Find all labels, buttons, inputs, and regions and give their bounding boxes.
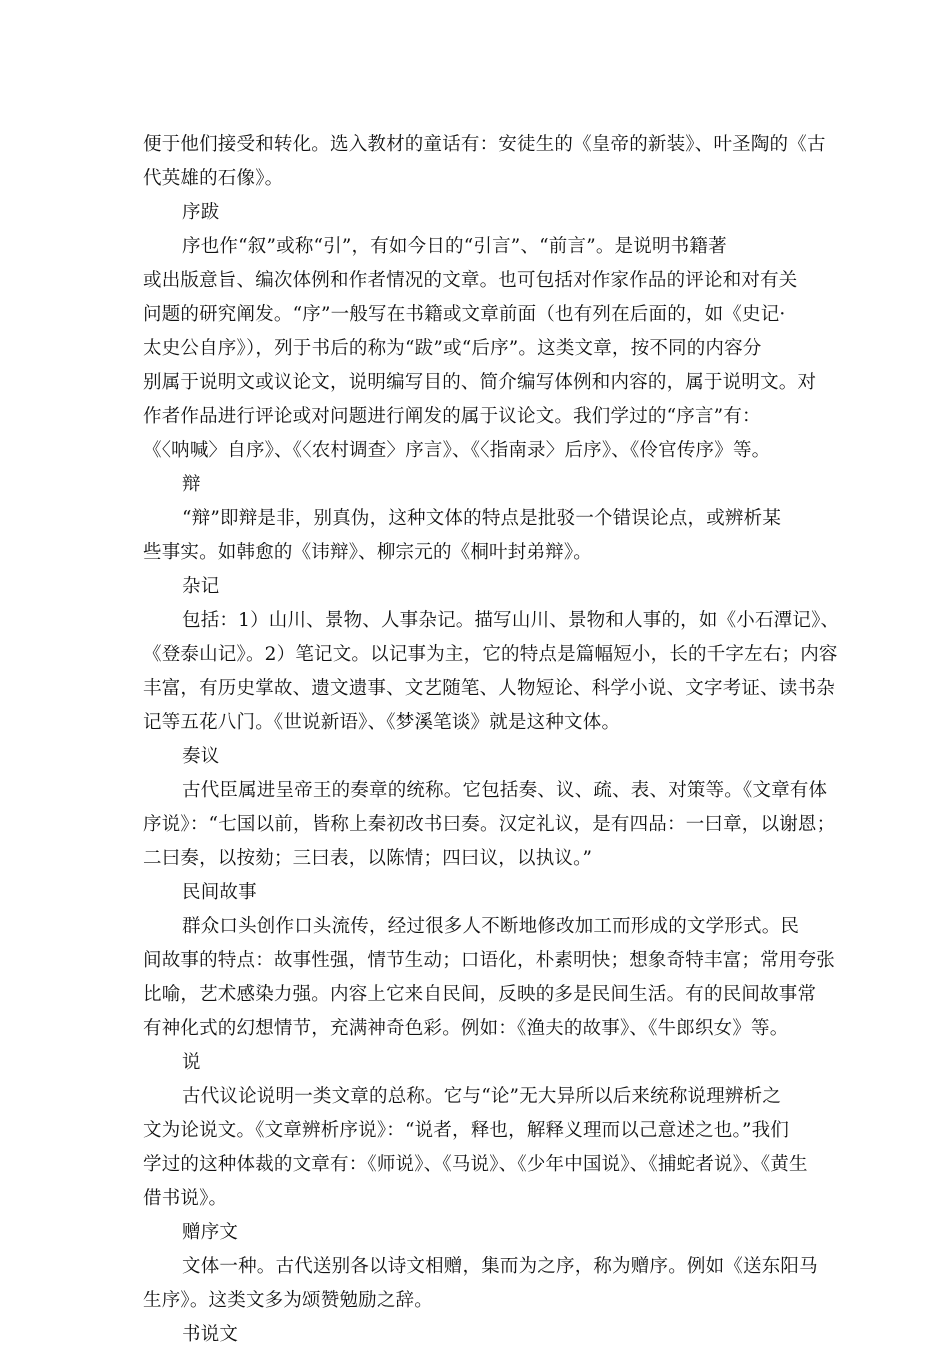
section-heading: 说 (182, 1052, 201, 1073)
paragraph-first-line: 文体一种。古代送别各以诗文相赠，集而为之序，称为赠序。例如《送东阳马 (182, 1256, 818, 1277)
body-text-line: 代英雄的石像》。 (143, 168, 284, 189)
body-text-line: 记等五花八门。《世说新语》、《梦溪笔谈》就是这种文体。 (143, 712, 621, 733)
body-text-line: 生序》。这类文多为颂赞勉励之辞。 (143, 1290, 433, 1311)
body-text-line: 便于他们接受和转化。选入教材的童话有：安徒生的《皇帝的新装》、叶圣陶的《古 (143, 134, 826, 155)
body-text-line: 文为论说文。《文章辨析序说》：“说者，释也，解释义理而以己意述之也。”我们 (143, 1120, 790, 1141)
paragraph-first-line: 古代议论说明一类文章的总称。它与“论”无大异所以后来统称说理辨析之 (182, 1086, 782, 1107)
section-heading: 民间故事 (182, 882, 257, 903)
body-text-line: 或出版意旨、编次体例和作者情况的文章。也可包括对作家作品的评论和对有关 (143, 270, 798, 291)
body-text-line: 有神化式的幻想情节，充满神奇色彩。例如：《渔夫的故事》、《牛郎织女》等。 (143, 1018, 789, 1039)
body-text-line: 些事实。如韩愈的《讳辩》、柳宗元的《桐叶封弟辩》。 (143, 542, 593, 563)
paragraph-first-line: 包括：1）山川、景物、人事杂记。描写山川、景物和人事的，如《小石潭记》、 (182, 610, 840, 631)
section-heading: 奏议 (182, 746, 220, 767)
section-heading: 杂记 (182, 576, 220, 597)
paragraph-first-line: “辩”即辩是非，别真伪，这种文体的特点是批驳一个错误论点，或辨析某 (182, 508, 782, 529)
body-text-line: 二曰奏，以按劾；三曰表，以陈情；四曰议，以执议。” (143, 848, 593, 869)
section-heading: 书说文 (182, 1324, 239, 1345)
body-text-line: 《登泰山记》。2）笔记文。以记事为主，它的特点是篇幅短小，长的千字左右；内容 (143, 644, 838, 665)
body-text-line: 借书说》。 (143, 1188, 228, 1209)
body-text-line: 间故事的特点：故事性强，情节生动；口语化，朴素明快；想象奇特丰富；常用夸张 (143, 950, 835, 971)
body-text-line: 作者作品进行评论或对问题进行阐发的属于议论文。我们学过的“序言”有： (143, 406, 761, 427)
body-text-line: 太史公自序》），列于书后的称为“跋”或“后序”。这类文章，按不同的内容分 (143, 338, 762, 359)
paragraph-first-line: 序也作“叙”或称“引”，有如今日的“引言”、“前言”。是说明书籍著 (182, 236, 727, 257)
body-text-line: 丰富，有历史掌故、遗文遗事、文艺随笔、人物短论、科学小说、文字考证、读书杂 (143, 678, 835, 699)
section-heading: 序跋 (182, 202, 220, 223)
paragraph-first-line: 古代臣属进呈帝王的奏章的统称。它包括奏、议、疏、表、对策等。《文章有体 (182, 780, 828, 801)
document-page (143, 128, 840, 1352)
body-text-line: 比喻，艺术感染力强。内容上它来自民间，反映的多是民间生活。有的民间故事常 (143, 984, 817, 1005)
paragraph-first-line: 群众口头创作口头流传，经过很多人不断地修改加工而形成的文学形式。民 (182, 916, 800, 937)
body-text-line: 别属于说明文或议论文，说明编写目的、简介编写体例和内容的，属于说明文。对 (143, 372, 817, 393)
body-text-line: 问题的研究阐发。“序”一般写在书籍或文章前面（也有列在后面的，如《史记· (143, 304, 786, 325)
body-text-line: 《〈呐喊〉自序》、《〈农村调查〉序言》、《〈指南录〉后序》、《伶官传序》等。 (143, 440, 771, 461)
section-heading: 辩 (182, 474, 201, 495)
body-text-line: 学过的这种体裁的文章有：《师说》、《马说》、《少年中国说》、《捕蛇者说》、《黄生 (143, 1154, 808, 1175)
section-heading: 赠序文 (182, 1222, 239, 1243)
body-text-line: 序说》：“七国以前，皆称上秦初改书曰奏。汉定礼议，是有四品：一曰章，以谢恩； (143, 814, 836, 835)
